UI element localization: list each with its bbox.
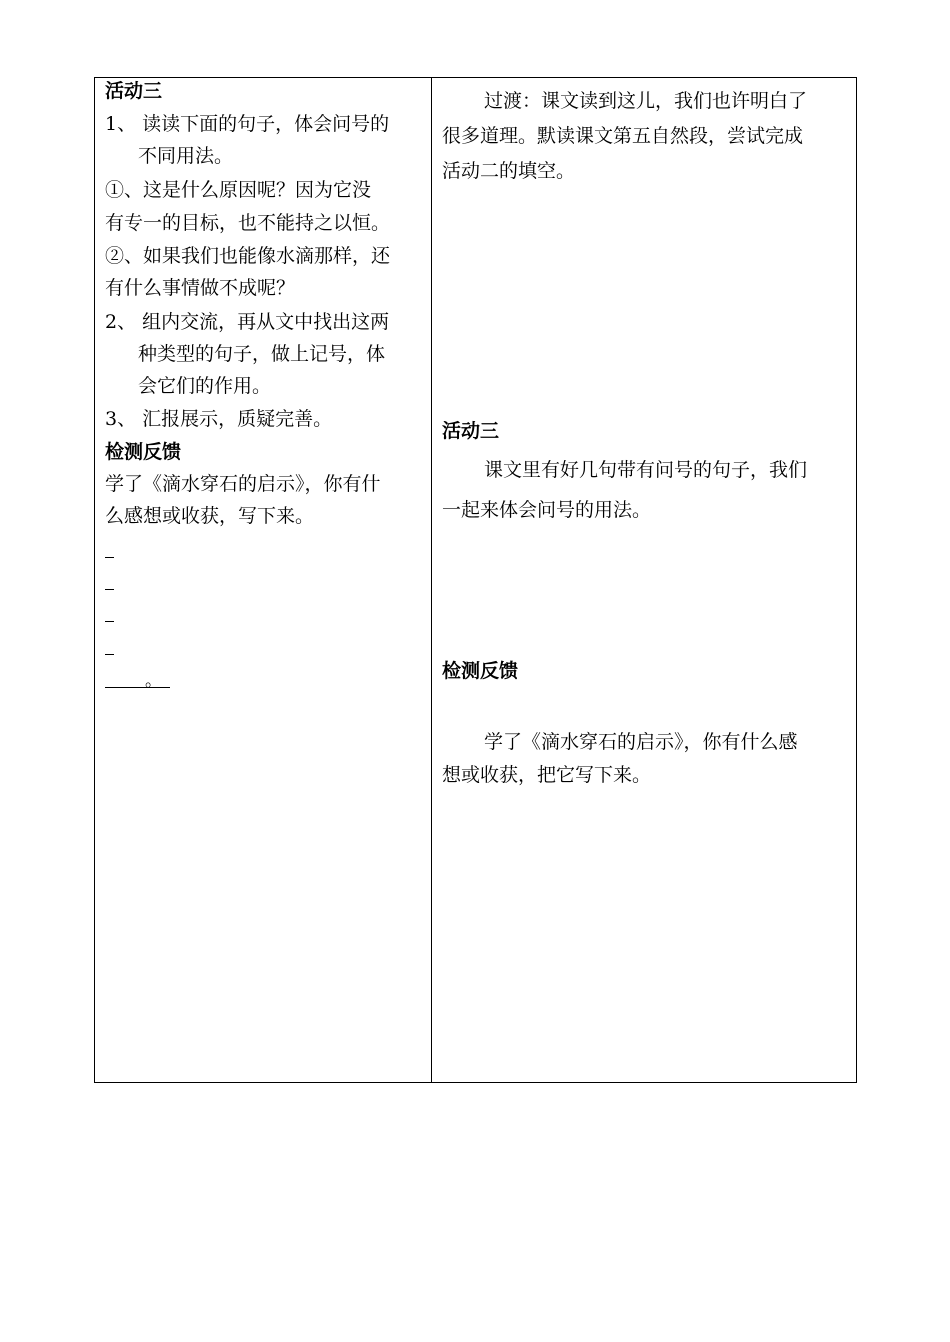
- left-item1-line2: 不同用法。: [138, 145, 234, 167]
- left-column: [95, 78, 432, 1082]
- right-activity-line2: 一起来体会问号的用法。: [442, 499, 652, 521]
- left-sentence2-line1: ②、如果我们也能像水滴那样，还: [105, 245, 391, 267]
- answer-blank-line: [105, 589, 114, 590]
- left-heading-feedback: 检测反馈: [105, 441, 182, 463]
- right-transition-line3: 活动二的填空。: [442, 160, 576, 182]
- left-sentence1-line2: 有专一的目标，也不能持之以恒。: [105, 212, 391, 234]
- right-transition-line2: 很多道理。默读课文第五自然段，尝试完成: [442, 125, 804, 147]
- left-item3: 3、 汇报展示，质疑完善。: [105, 408, 333, 430]
- answer-blank-line: [105, 621, 114, 622]
- right-feedback-line1: 学了《滴水穿石的启示》，你有什么感: [484, 731, 798, 753]
- answer-blank-line: [105, 654, 114, 655]
- answer-blank-line: [105, 557, 114, 558]
- left-item1-line1: 1、 读读下面的句子，体会问号的: [105, 113, 390, 135]
- right-activity-line1: 课文里有好几句带有问号的句子，我们: [484, 459, 808, 481]
- answer-blank-end: 。: [145, 671, 162, 691]
- left-feedback-line1: 学了《滴水穿石的启示》，你有什: [105, 473, 381, 495]
- left-item2-line2: 种类型的句子，做上记号，体: [138, 343, 386, 365]
- right-transition-line1: 过渡：课文读到这儿，我们也许明白了: [484, 90, 808, 112]
- left-sentence2-line2: 有什么事情做不成呢？: [105, 277, 296, 299]
- right-heading-activity3: 活动三: [442, 420, 500, 442]
- left-item2-line3: 会它们的作用。: [138, 375, 272, 397]
- left-heading-activity3: 活动三: [105, 80, 163, 102]
- left-item2-line1: 2、 组内交流，再从文中找出这两: [105, 311, 390, 333]
- right-feedback-line2: 想或收获，把它写下来。: [442, 764, 652, 786]
- lesson-table: [94, 77, 857, 1083]
- right-heading-feedback: 检测反馈: [442, 660, 519, 682]
- left-feedback-line2: 么感想或收获，写下来。: [105, 505, 315, 527]
- left-sentence1-line1: ①、这是什么原因呢？因为它没: [105, 179, 372, 201]
- right-column: [432, 78, 856, 1082]
